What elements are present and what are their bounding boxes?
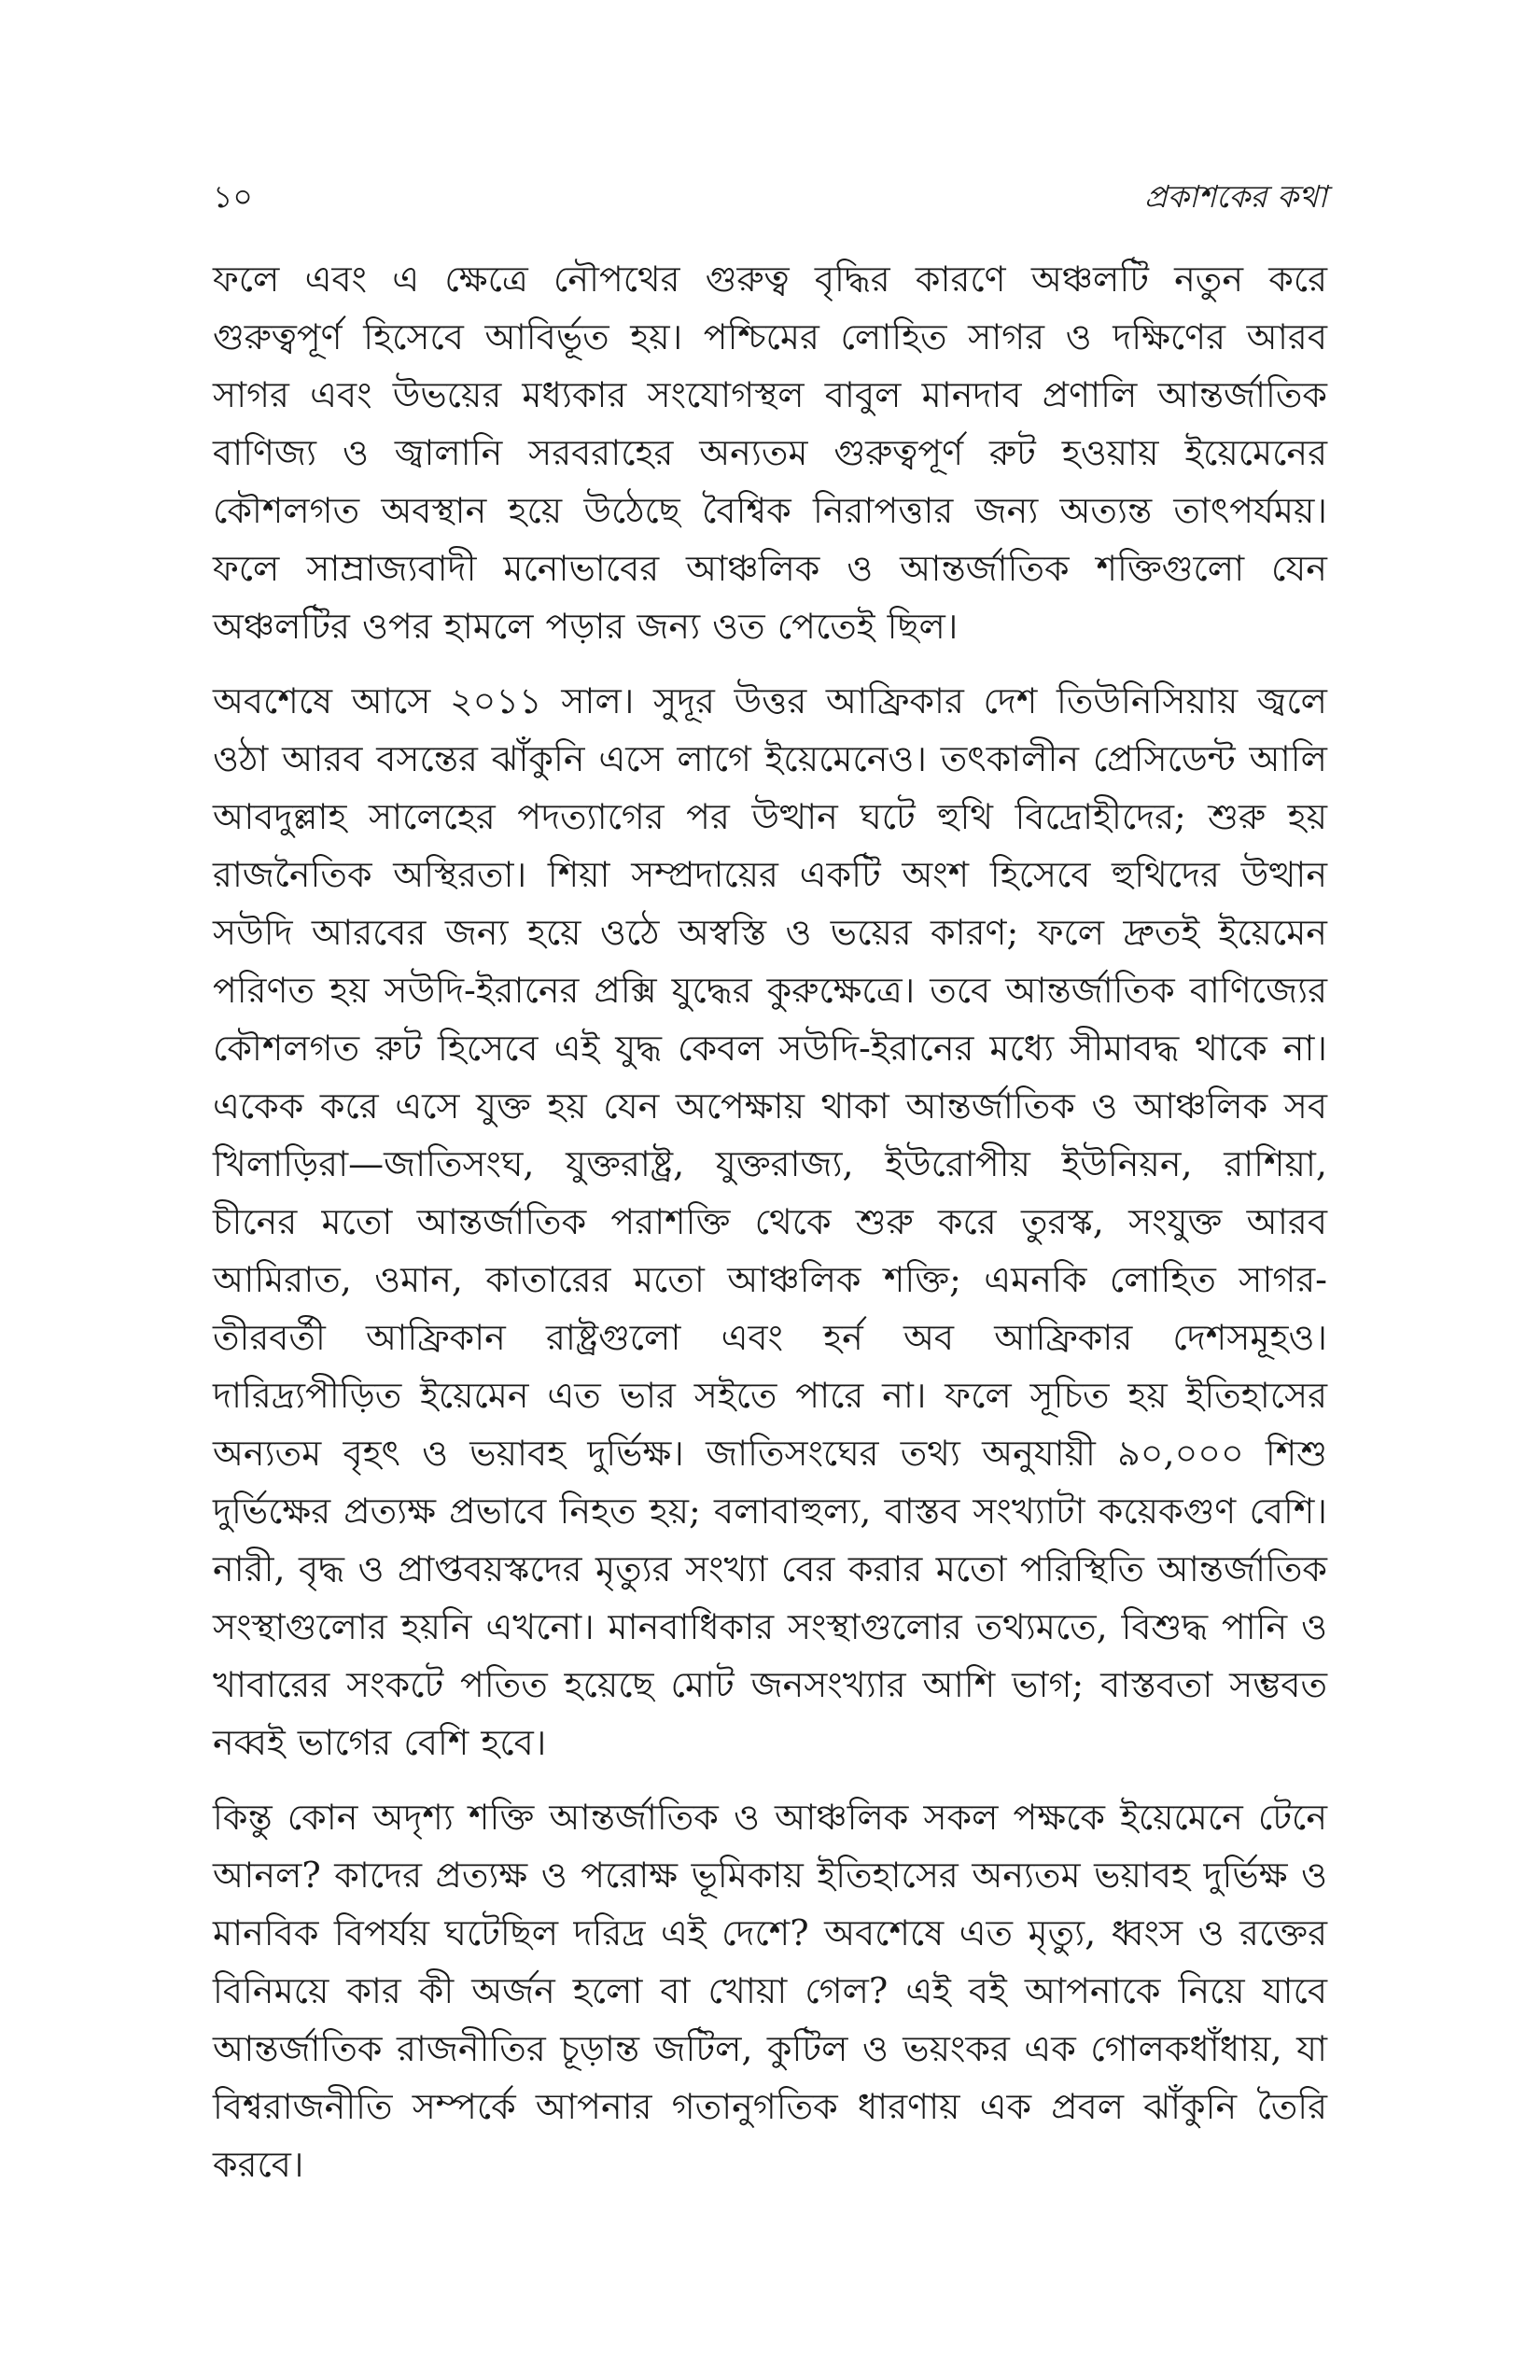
section-title: প্রকাশকের কথা (1144, 178, 1327, 215)
body-text (213, 250, 1327, 2210)
running-head (213, 175, 1327, 222)
paragraph-3: কিন্তু কোন অদৃশ্য শক্তি আন্তর্জাতিক ও আঞ্চলিক সকল পক্ষকে ইয়েমেনে টেনে আনল? কাদের প্রত্যক্ষ ও পরোক্ষ ভূমিকায় ইতিহাসের অন্যতম ভয়াবহ দুর্ভিক্ষ ও মানবিক বিপর্যয় ঘটেছিল দরিদ্র এই দেশে? অবশেষে এত মৃত্যু, ধ্বংস ও রক্তের বিনিময়ে কার কী অর্জন হলো বা খোয়া গেল? এই বই আপনাকে নিয়ে যাবে আন্তর্জাতিক রাজনীতির চূড়ান্ত জটিল, কুটিল ও ভয়ংকর এক গোলকধাঁধায়, যা বিশ্বরাজনীতি সম্পর্কে আপনার গতানুগতিক ধারণায় এক প্রবল ঝাঁকুনি তৈরি করবে। (213, 1797, 1327, 2185)
paragraph-2: অবশেষে আসে ২০১১ সাল। সুদূর উত্তর আফ্রিকার দেশ তিউনিসিয়ায় জ্বলে ওঠা আরব বসন্তের ঝাঁকুনি এসে লাগে ইয়েমেনেও। তৎকালীন প্রেসিডেন্ট আলি আবদুল্লাহ সালেহের পদত্যাগের পর উত্থান ঘটে হুথি বিদ্রোহীদের; শুরু হয় রাজনৈতিক অস্থিরতা। শিয়া সম্প্রদায়ের একটি অংশ হিসেবে হুথিদের উত্থান সউদি আরবের জন্য হয়ে ওঠে অস্বস্তি ও ভয়ের কারণ; ফলে দ্রুতই ইয়েমেন পরিণত হয় সউদি-ইরানের প্রক্সি যুদ্ধের কুরুক্ষেত্রে। তবে আন্তর্জাতিক বাণিজ্যের কৌশলগত রুট হিসেবে এই যুদ্ধ কেবল সউদি-ইরানের মধ্যে সীমাবদ্ধ থাকে না। একেক করে এসে যুক্ত হয় যেন অপেক্ষায় থাকা আন্তর্জাতিক ও আঞ্চলিক সব খিলাড়িরা—জাতিসংঘ, যুক্তরাষ্ট্র, যুক্তরাজ্য, ইউরোপীয় ইউনিয়ন, রাশিয়া, চীনের মতো আন্তর্জাতিক পরাশক্তি থেকে শুরু করে তুরস্ক, সংযুক্ত আরব আমিরাত, ওমান, কাতারের মতো আঞ্চলিক শক্তি; এমনকি লোহিত সাগর-তীরবর্তী আফ্রিকান রাষ্ট্রগুলো এবং হর্ন অব আফ্রিকার দেশসমূহও। দারিদ্র্যপীড়িত ইয়েমেন এত ভার সইতে পারে না। ফলে সূচিত হয় ইতিহাসের অন্যতম বৃহৎ ও ভয়াবহ দুর্ভিক্ষ। জাতিসংঘের তথ্য অনুযায়ী ৯০,০০০ শিশু দুর্ভিক্ষের প্রত্যক্ষ প্রভাবে নিহত হয়; বলাবাহুল্য, বাস্তব সংখ্যাটা কয়েকগুণ বেশি। নারী, বৃদ্ধ ও প্রাপ্তবয়স্কদের মৃত্যুর সংখ্যা বের করার মতো পরিস্থিতি আন্তর্জাতিক সংস্থাগুলোর হয়নি এখনো। মানবাধিকার সংস্থাগুলোর তথ্যমতে, বিশুদ্ধ পানি ও খাবারের সংকটে পতিত হয়েছে মোট জনসংখ্যার আশি ভাগ; বাস্তবতা সম্ভবত নব্বই ভাগের বেশি হবে। (213, 680, 1327, 1763)
page-number: ১০ (213, 178, 253, 215)
paragraph-1: ফলে এবং এ ক্ষেত্রে নৌপথের গুরুত্ব বৃদ্ধির কারণে অঞ্চলটি নতুন করে গুরুত্বপূর্ণ হিসেবে আবির্ভূত হয়। পশ্চিমের লোহিত সাগর ও দক্ষিণের আরব সাগর এবং উভয়ের মধ্যকার সংযোগস্থল বাবুল মানদাব প্রণালি আন্তর্জাতিক বাণিজ্য ও জ্বালানি সরবরাহের অন্যতম গুরুত্বপূর্ণ রুট হওয়ায় ইয়েমেনের কৌশলগত অবস্থান হয়ে উঠেছে বৈশ্বিক নিরাপত্তার জন্য অত্যন্ত তাৎপর্যময়। ফলে সাম্রাজ্যবাদী মনোভাবের আঞ্চলিক ও আন্তর্জাতিক শক্তিগুলো যেন অঞ্চলটির ওপর হামলে পড়ার জন্য ওত পেতেই ছিল। (213, 259, 1327, 647)
